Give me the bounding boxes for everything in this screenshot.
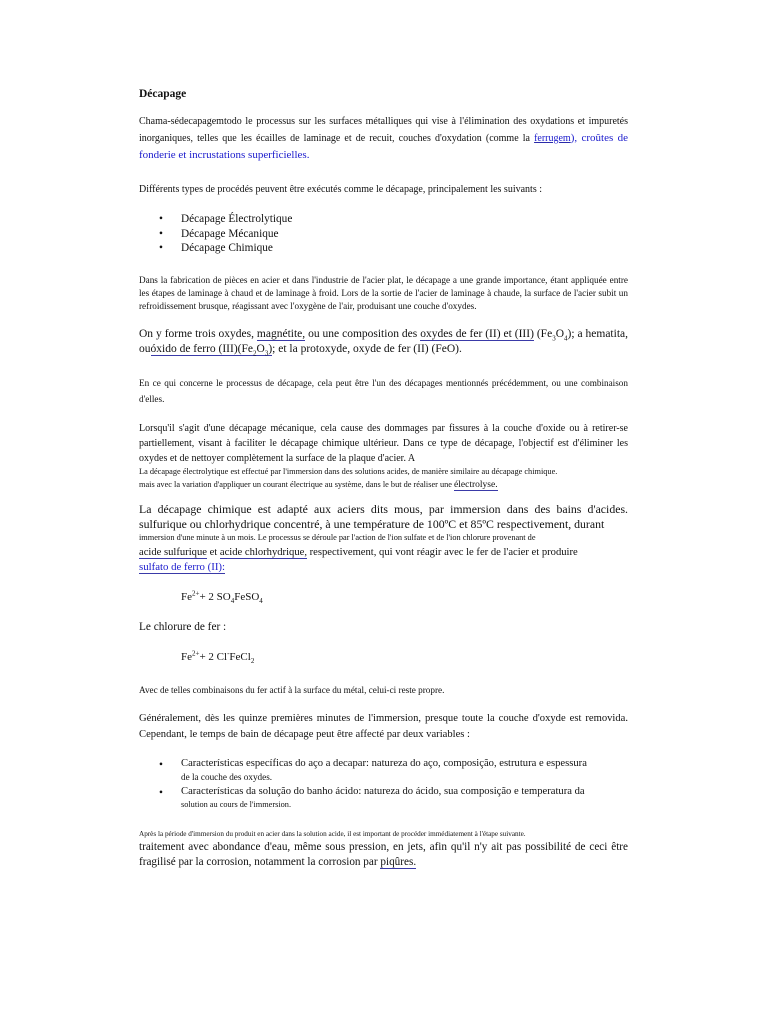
acide-chlorhydrique-link[interactable]: acide chlorhydrique, <box>219 546 307 558</box>
intro-text: Chama-sédecapagemtodo le processus sur les surfaces métalliques qui vise à l'élimination des oxydations et impuretés inorganiques, telles que les écailles de laminage et de recuit, couches d'oxydation (comme la <box>139 116 628 144</box>
types-intro-paragraph: Différents types de procédés peuvent être exécutés comme le décapage, principalement les suivants : <box>139 184 542 195</box>
subscript: 3 <box>264 348 269 357</box>
process-paragraph: En ce qui concerne le processus de décapage, cela peut être l'un des décapages mentionnés précédemment, ou une combinaison d'elles. <box>139 377 628 404</box>
document-page <box>139 84 628 869</box>
document-title: Décapage <box>139 88 187 100</box>
superscript: 2+ <box>192 588 200 597</box>
sulfate-formula <box>139 589 628 605</box>
superscript: 2+ <box>192 648 200 657</box>
list-item-label: Décapage Électrolytique <box>181 213 293 225</box>
clean-surface-paragraph: Avec de telles combinaisons du fer actif à la surface du métal, celui-ci reste propre. <box>139 684 445 695</box>
rinse-intro-sentence: Après la période d'immersion du produit en acier dans la solution acide, il est important de procéder immédiatement à l'étape suivante. <box>139 830 526 838</box>
decapage-types-list <box>139 212 628 256</box>
oxides-text: On y forme trois oxydes, <box>139 327 257 340</box>
bullet-icon: • <box>159 787 163 799</box>
oxides-text: ); a hematita, ou <box>139 327 628 355</box>
oxides-text: (Fe <box>533 327 553 340</box>
ferrugem-link[interactable]: ferrugem <box>534 133 571 144</box>
sulfato-de-ferro-link[interactable]: sulfato de ferro (II): <box>139 560 226 573</box>
formula-part: FeSO <box>234 590 260 603</box>
superscript: - <box>227 648 230 657</box>
formula-part: + 2 Cl <box>199 650 228 663</box>
bullet-icon: • <box>159 759 163 771</box>
list-item-continuation: de la couche des oxydes. <box>181 772 273 782</box>
electrolytic-continuation <box>139 478 628 492</box>
list-item-label: Características da solução do banho ácido: natureza do ácido, sua composição e temperatura da <box>181 786 585 797</box>
acids-text: et <box>206 546 220 558</box>
oxido-text: O <box>256 342 265 355</box>
chemical-continuation: immersion d'une minute à un mois. Le processus se déroule par l'action de l'ion sulfate et de l'ion chlorure provenant de <box>139 533 536 542</box>
list-item <box>139 212 628 227</box>
bullet-icon: • <box>159 213 163 225</box>
formula-part: Fe <box>181 650 192 663</box>
subscript: 4 <box>564 333 568 342</box>
electrolytic-sentence: La décapage électrolytique est effectué par l'immersion dans des solutions acides, de manière similaire au décapage chimique. <box>139 466 558 476</box>
subscript: 2 <box>253 348 257 357</box>
acide-sulfurique-link[interactable]: acide sulfurique <box>139 546 207 558</box>
list-item-label: Características específicas do aço a decapar: natureza do aço, composição, estrutura e espessura <box>181 758 587 769</box>
rinse-text: traitement avec abondance d'eau, même sous pression, en jets, afin qu'il n'y ait pas possibilité de ceci être fragilisé par la corrosion, notamment la corrosion par <box>139 841 628 868</box>
chloride-formula <box>139 649 628 665</box>
subscript: 3 <box>552 333 556 342</box>
oxido-text: óxido de ferro (III)(Fe <box>150 342 253 355</box>
electrolyse-link[interactable]: électrolyse. <box>454 480 498 490</box>
piqures-link[interactable]: piqûres. <box>380 855 417 868</box>
oxides-text: ; et la protoxyde, oxyde de fer (II) (FeO). <box>272 342 462 355</box>
oxido-de-ferro-link[interactable] <box>151 343 273 356</box>
croutes-link[interactable]: ), croûtes de fonderie et incrustations superficielles. <box>139 132 628 161</box>
acids-line <box>139 545 628 560</box>
list-item-continuation: solution au cours de l'immersion. <box>181 800 292 809</box>
industry-paragraph: Dans la fabrication de pièces en acier et dans l'industrie de l'acier plat, le décapage a une grande importance, étant appliquée entre les étapes de laminage à chaud et de laminage à froid. Lors de la sortie de l'acier de laminage à chaude, la surface de l'acier subit un refroidissement brusque, réagissant avec l'oxygène de l'air, produisant une couche d'oxydes. <box>139 274 628 311</box>
subscript: 4 <box>259 596 263 605</box>
list-item-label: Décapage Chimique <box>181 242 273 254</box>
list-item <box>139 227 628 242</box>
chlorure-label: Le chlorure de fer : <box>139 620 227 633</box>
bullet-icon: • <box>159 227 163 240</box>
list-item-label: Décapage Mécanique <box>181 227 279 240</box>
variables-list <box>139 757 628 811</box>
immersion-paragraph: Généralement, dès les quinze premières minutes de l'immersion, presque toute la couche d'oxyde est removida. Cependant, le temps de bain de décapage peut être affecté par deux variables : <box>139 713 628 740</box>
oxides-text: ou une composition des <box>305 327 421 340</box>
list-item <box>139 757 628 784</box>
electrolytic-text: mais avec la variation d'appliquer un courant électrique au système, dans le but de réaliser une <box>139 480 455 489</box>
list-item <box>139 241 628 256</box>
list-item <box>139 785 628 811</box>
bullet-icon: • <box>159 242 163 254</box>
mechanical-paragraph: Lorsqu'il s'agit d'une décapage mécanique, cela cause des dommages par fissures à la couche d'oxide ou à retirer-se partiellement, visant à faciliter le décapage chimique ultérieur. Dans ce type de décapage, l'objectif est d'éliminer les oxydes et de nettoyer complètement la surface de la plaque d'acier. A <box>139 422 628 464</box>
oxydes-de-fer-link[interactable]: oxydes de fer (II) et (III) <box>420 327 534 340</box>
chemical-paragraph: La décapage chimique est adapté aux aciers dits mous, par immersion dans des bains d'acides. sulfurique ou chlorhydrique concentré, à une température de 100ºC et 85ºC respectivement, durant <box>139 502 628 531</box>
formula-part: Fe <box>181 590 192 603</box>
sulfato-link-line <box>139 560 628 575</box>
rinse-paragraph <box>139 840 628 869</box>
subscript: 4 <box>230 596 235 605</box>
formula-part: FeCl <box>229 650 251 663</box>
oxides-text: O <box>555 327 564 340</box>
oxido-text: ) <box>268 342 273 355</box>
intro-paragraph <box>139 114 628 164</box>
subscript: 2 <box>250 656 255 665</box>
formula-part: + 2 SO <box>199 590 231 603</box>
oxides-paragraph <box>139 327 628 357</box>
magnetite-link[interactable]: magnétite, <box>256 327 306 340</box>
acids-text: respectivement, qui vont réagir avec le fer de l'acier et produire <box>306 546 578 558</box>
